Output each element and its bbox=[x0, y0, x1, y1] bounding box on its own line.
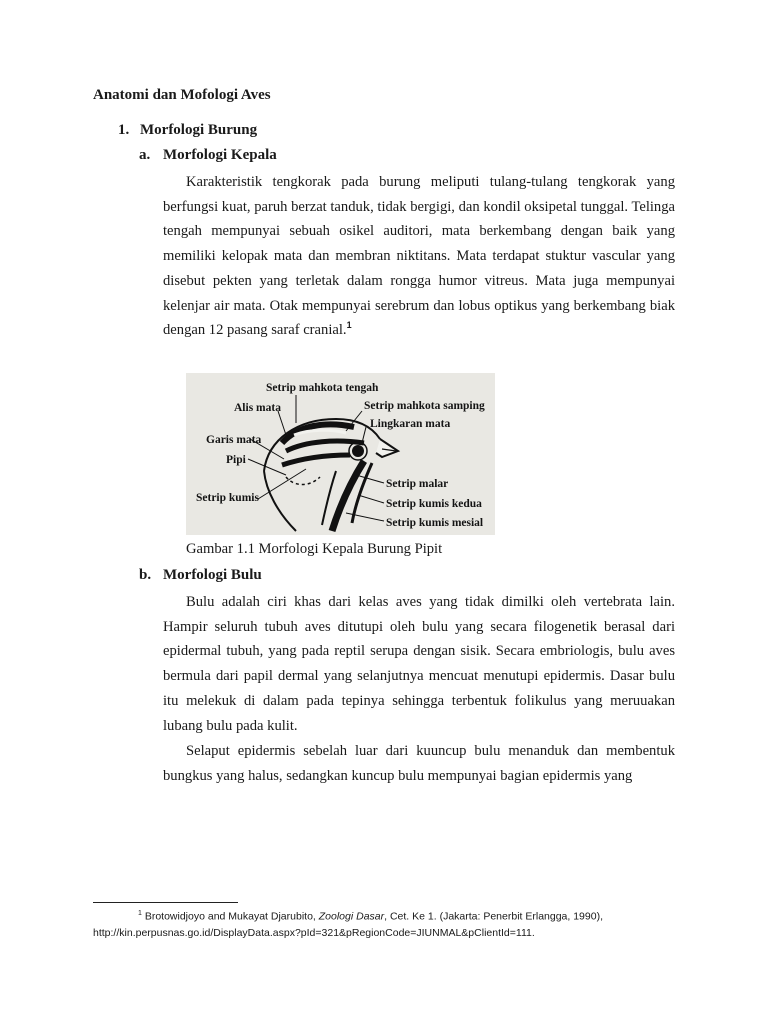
bird-head-figure bbox=[186, 373, 495, 535]
paragraph-bulu-1: Bulu adalah ciri khas dari kelas aves yang tidak dimilki oleh vertebrata lain. Hampir seluruh tubuh aves ditutupi oleh bulu yang secara filogenetik berasal dari epidermal tubuh, yang pada reptil serupa dengan sisik. Secara embriologis, bulu aves bermula dari papil dermal yang selanjutnya mencuat menutupi epidermis. Dasar bulu itu melekuk di dalam pada tepinya sehingga terbentuk folikulus yang meruuakan lubang bulu pada kulit. bbox=[163, 594, 675, 734]
label-lingkaran-mata: Lingkaran mata bbox=[370, 418, 451, 430]
label-setrip-mahkota-samping: Setrip mahkota samping bbox=[364, 400, 485, 412]
section-heading-1 bbox=[118, 122, 257, 139]
label-setrip-mahkota-tengah: Setrip mahkota tengah bbox=[266, 382, 379, 394]
paragraph-text: Karakteristik tengkorak pada burung meliputi tulang-tulang tengkorak yang berfungsi kuat, paruh berzat tanduk, tidak bergigi, dan kondil oksipetal tunggal. Telinga tengah mempunyai sebuah osikel auditori, mata berkembang dengan baik yang memiliki kelopak mata dan membran niktitans. Mata terdapat stuktur vascular yang disebut pekten yang terletak dalam rongga humor vitreus. Mata juga mempunyai kelenjar air mata. Otak mempunyai serebrum dan lobus optikus yang berkembang biak dengan 12 pasang saraf cranial. bbox=[163, 174, 675, 339]
subsection-label: Morfologi Kepala bbox=[163, 147, 277, 163]
label-setrip-malar: Setrip malar bbox=[386, 478, 449, 490]
subsection-heading-b bbox=[139, 567, 262, 584]
footnote-book-title: Zoologi Dasar bbox=[318, 910, 385, 923]
paragraph-kepala bbox=[163, 170, 675, 343]
footnote bbox=[93, 906, 693, 941]
footnote-ref: 1 bbox=[346, 320, 352, 331]
subsection-label: Morfologi Bulu bbox=[163, 567, 262, 583]
footnote-url[interactable]: http://kin.perpusnas.go.id/DisplayData.aspx?pId=321&pRegionCode=JIUNMAL&pClientId=111. bbox=[93, 926, 535, 939]
label-setrip-kumis-mesial: Setrip kumis mesial bbox=[386, 517, 484, 529]
section-label: Morfologi Burung bbox=[140, 122, 258, 138]
section-number: 1. bbox=[118, 122, 130, 138]
eye-shape bbox=[352, 445, 364, 457]
paragraph-bulu-2: Selaput epidermis sebelah luar dari kuuncup bulu menanduk dan membentuk bungkus yang halus, sedangkan kuncup bulu mempunyai bagian epidermis yang bbox=[163, 743, 675, 784]
label-pipi: Pipi bbox=[226, 454, 246, 466]
footnote-authors: Brotowidjoyo and Mukayat Djarubito, bbox=[144, 910, 319, 923]
subsection-number: b. bbox=[139, 567, 152, 583]
footnote-number: 1 bbox=[138, 910, 142, 917]
footnote-separator bbox=[93, 902, 238, 903]
label-setrip-kumis-kedua: Setrip kumis kedua bbox=[386, 498, 482, 510]
label-setrip-kumis: Setrip kumis bbox=[196, 492, 259, 504]
label-alis-mata: Alis mata bbox=[234, 402, 281, 414]
subsection-heading-a bbox=[139, 147, 277, 164]
figure-caption: Gambar 1.1 Morfologi Kepala Burung Pipit bbox=[186, 541, 443, 557]
label-garis-mata: Garis mata bbox=[206, 434, 262, 446]
footnote-line-1 bbox=[93, 906, 693, 925]
footnote-publication: , Cet. Ke 1. (Jakarta: Penerbit Erlangga, 1990), bbox=[384, 910, 603, 923]
document-title: Anatomi dan Mofologi Aves bbox=[93, 87, 271, 103]
subsection-number: a. bbox=[139, 147, 151, 163]
